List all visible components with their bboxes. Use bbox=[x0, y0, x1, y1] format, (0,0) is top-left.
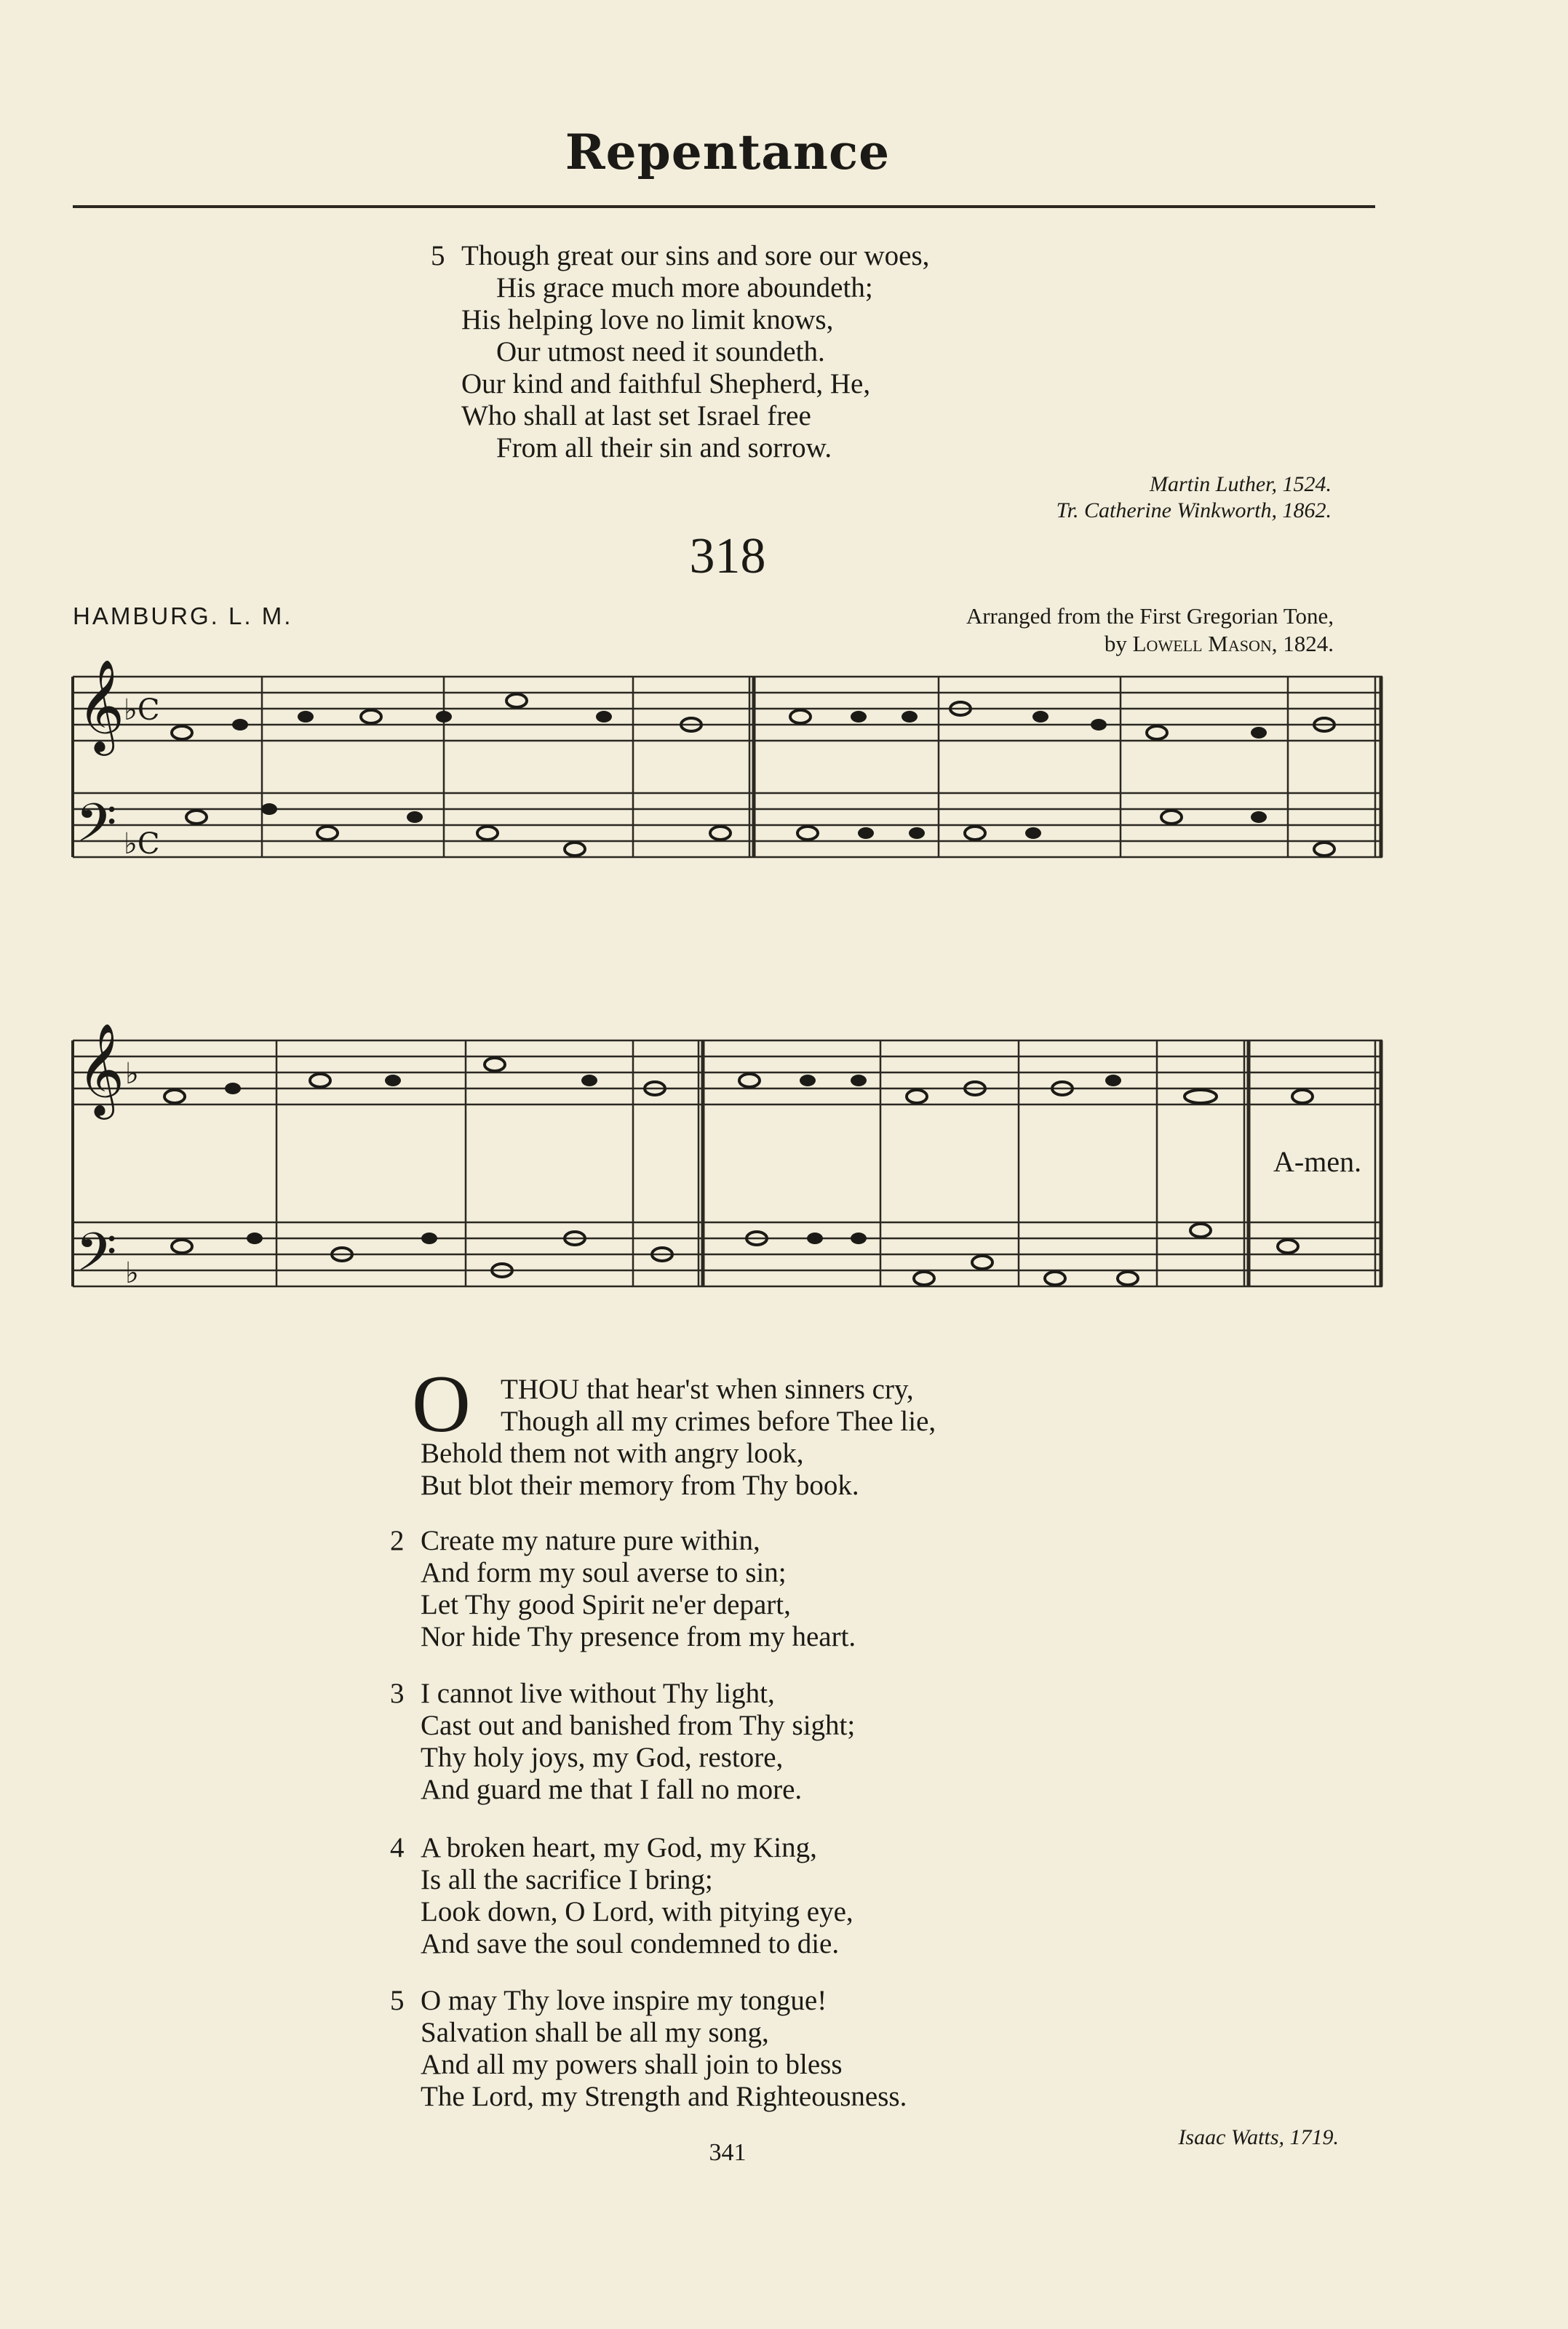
svg-text:♭C: ♭C bbox=[124, 693, 160, 727]
arrangement-line: Arranged from the First Gregorian Tone, bbox=[966, 603, 1334, 629]
stanza-line: THOU that hear'st when sinners cry, bbox=[501, 1374, 914, 1405]
prev-hymn-stanza-5 bbox=[431, 240, 930, 464]
hymn-stanza-3 bbox=[390, 1678, 856, 1806]
stanza-number: 3 bbox=[390, 1678, 405, 1709]
hymn-number: 318 bbox=[689, 528, 766, 584]
svg-text:♭: ♭ bbox=[125, 1257, 139, 1290]
stanza-line: From all their sin and sorrow. bbox=[496, 432, 832, 463]
svg-text:𝄞: 𝄞 bbox=[77, 1022, 125, 1115]
stanza-line: Our kind and faithful Shepherd, He, bbox=[461, 368, 871, 399]
stanza-line: His helping love no limit knows, bbox=[461, 304, 834, 335]
page-number: 341 bbox=[709, 2139, 747, 2166]
hymn-stanza-2 bbox=[390, 1525, 856, 1653]
hymn-stanza-1 bbox=[412, 1359, 936, 1502]
tune-name: HAMBURG. L. M. bbox=[73, 602, 293, 629]
stanza-line: Cast out and banished from Thy sight; bbox=[421, 1710, 856, 1741]
stanza-line: Behold them not with angry look, bbox=[421, 1438, 804, 1469]
drop-cap: O bbox=[412, 1359, 471, 1449]
hymn-stanza-5 bbox=[390, 1985, 907, 2113]
header-rule bbox=[73, 205, 1375, 208]
stanza-line: But blot their memory from Thy book. bbox=[421, 1470, 859, 1501]
stanza-line: Look down, O Lord, with pitying eye, bbox=[421, 1896, 853, 1927]
stanza-line: His grace much more aboundeth; bbox=[496, 272, 873, 303]
stanza-line: Nor hide Thy presence from my heart. bbox=[421, 1621, 856, 1652]
arranger-by: by bbox=[1104, 631, 1127, 656]
music-system-1 bbox=[65, 658, 1397, 942]
stanza-line: Though all my crimes before Thee lie, bbox=[501, 1406, 936, 1437]
stanza-number: 5 bbox=[431, 240, 445, 271]
arranger-year: , 1824. bbox=[1271, 631, 1334, 656]
stanza-line: Is all the sacrifice I bring; bbox=[421, 1864, 713, 1895]
svg-text:♭: ♭ bbox=[125, 1057, 139, 1091]
stanza-line: Salvation shall be all my song, bbox=[421, 2017, 769, 2048]
stanza-line: Create my nature pure within, bbox=[421, 1525, 760, 1556]
stanza-line: A broken heart, my God, my King, bbox=[421, 1832, 817, 1863]
stanza-line: And all my powers shall join to bless bbox=[421, 2049, 843, 2080]
stanza-line: Though great our sins and sore our woes, bbox=[461, 240, 930, 271]
stanza-line: And guard me that I fall no more. bbox=[421, 1774, 803, 1805]
author-credit: Martin Luther, 1524. bbox=[1149, 472, 1332, 496]
stanza-line: And form my soul averse to sin; bbox=[421, 1557, 787, 1588]
svg-text:𝄞: 𝄞 bbox=[77, 658, 125, 752]
hymn-author-credit: Isaac Watts, 1719. bbox=[1178, 2125, 1339, 2149]
stanza-line: O may Thy love inspire my tongue! bbox=[421, 1985, 827, 2016]
prev-hymn-credits bbox=[1056, 471, 1332, 524]
stanza-line: Who shall at last set Israel free bbox=[461, 400, 811, 431]
svg-text:♭C: ♭C bbox=[124, 827, 160, 861]
page-title: Repentance bbox=[565, 124, 891, 180]
svg-text:𝄢: 𝄢 bbox=[76, 792, 117, 867]
stanza-line: And save the soul condemned to die. bbox=[421, 1928, 840, 1959]
arrangement-credit bbox=[966, 602, 1334, 658]
stanza-line: Let Thy good Spirit ne'er depart, bbox=[421, 1589, 791, 1620]
svg-text:𝄢: 𝄢 bbox=[76, 1221, 117, 1296]
amen-lyric: A-men. bbox=[1273, 1145, 1362, 1178]
stanza-number: 5 bbox=[390, 1985, 405, 2016]
stanza-line: I cannot live without Thy light, bbox=[421, 1678, 775, 1709]
translator-credit: Tr. Catherine Winkworth, 1862. bbox=[1056, 498, 1332, 522]
stanza-line: Our utmost need it soundeth. bbox=[496, 336, 825, 367]
arranger-line bbox=[966, 630, 1334, 658]
arranger-name: Lowell Mason bbox=[1132, 631, 1272, 656]
hymn-stanza-4 bbox=[390, 1832, 853, 1960]
stanza-line: Thy holy joys, my God, restore, bbox=[421, 1742, 784, 1773]
stanza-line: The Lord, my Strength and Righteousness. bbox=[421, 2081, 907, 2112]
stanza-number: 4 bbox=[390, 1832, 405, 1863]
music-system-2 bbox=[65, 1011, 1397, 1346]
stanza-number: 2 bbox=[390, 1525, 405, 1556]
